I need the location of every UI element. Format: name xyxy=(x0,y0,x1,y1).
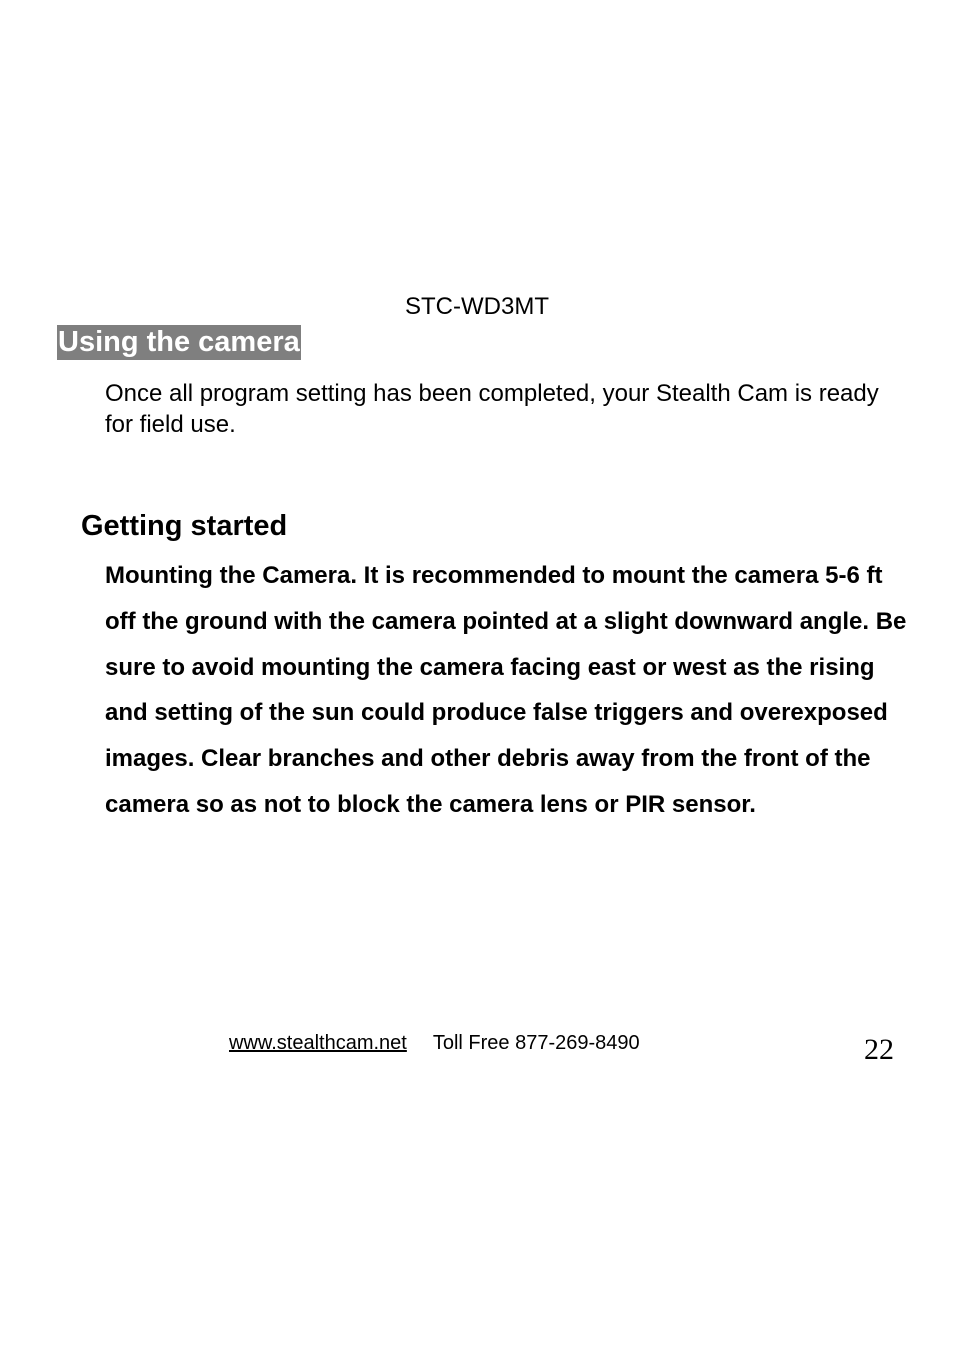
footer xyxy=(229,1030,640,1056)
getting-started-heading: Getting started xyxy=(81,510,288,542)
toll-free-phone: Toll Free 877-269-8490 xyxy=(432,1032,640,1054)
intro-paragraph: Once all program setting has been completed, your Stealth Cam is ready for field use. xyxy=(105,380,879,438)
website-link[interactable]: www.stealthcam.net xyxy=(229,1032,407,1054)
page-number: 22 xyxy=(864,1033,894,1066)
model-header: STC-WD3MT xyxy=(405,293,549,320)
mounting-instructions: Mounting the Camera. It is recommended to mount the camera 5-6 ft off the ground with the camera pointed at a slight downward angle. Be sure to avoid mounting the camera facing east or west as the rising and setting of the sun could produce false triggers and overexposed images. Clear branches and other debris away from the front of the camera so as not to block the camera lens or PIR sensor. xyxy=(105,562,907,818)
section-heading: Using the camera xyxy=(58,326,300,358)
